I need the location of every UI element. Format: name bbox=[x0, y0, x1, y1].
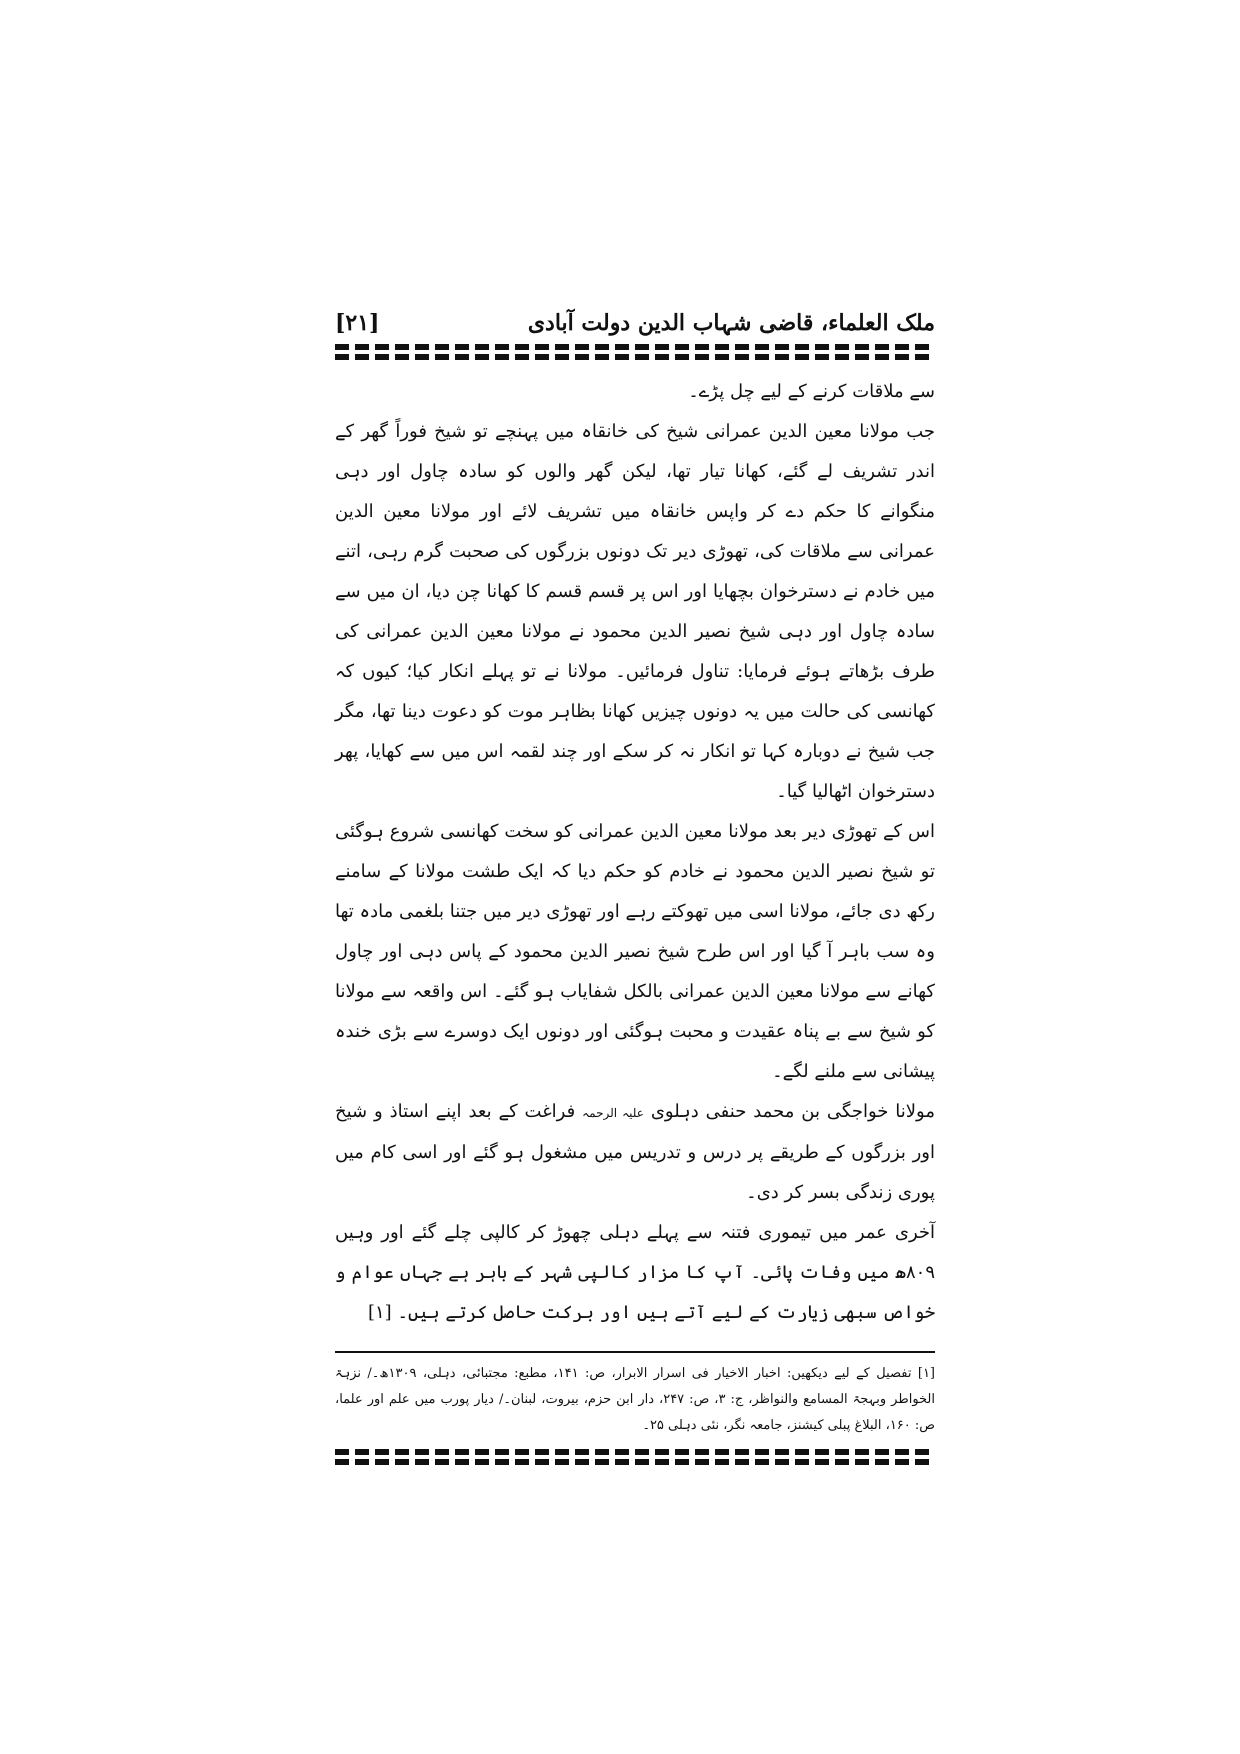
page-number: [۲۱] bbox=[335, 310, 380, 336]
running-header bbox=[335, 300, 935, 336]
paragraph-1: سے ملاقات کرنے کے لیے چل پڑے۔ bbox=[688, 381, 935, 402]
paragraph-5-text: آخری عمر میں تیموری فتنہ سے پہلے دہلی چھوڑ کر کالپی چلے گئے اور وہیں ۸۰۹ھ میں وفات پائی۔ آپ کا مزار کالپی شہر کے باہر ہے جہاں عوام و خواص سبھی زیارت کے لیے آتے ہیں اور برکت حاصل کرتے ہیں۔ bbox=[335, 1222, 935, 1323]
paragraph-4 bbox=[335, 1092, 935, 1213]
page-content bbox=[335, 300, 935, 1455]
footnote: [۱] تفصیل کے لیے دیکھیں: اخبار الاخیار فی اسرار الابرار، ص: ۱۴۱، مطبع: مجتبائی، دہلی، ۱۳۰۹ھ۔/ نزہۃ الخواطر وبہجۃ المسامع والنواظر، ج: ۳، ص: ۲۴۷، دار ابن حزم، بیروت، لبنان۔/ دیار پورب میں علم اور علما، ص: ۱۶۰، البلاغ پبلی کیشنز، جامعہ نگر، نئی دہلی ۲۵۔ bbox=[335, 1366, 935, 1433]
header-divider bbox=[335, 344, 935, 350]
honorific: علیہ الرحمہ bbox=[582, 1106, 644, 1120]
footer-divider bbox=[335, 1449, 935, 1455]
paragraph-3: اس کے تھوڑی دیر بعد مولانا معین الدین عمرانی کو سخت کھانسی شروع ہوگئی تو شیخ نصیر الدین محمود نے خادم کو حکم دیا کہ ایک طشت مولانا کے سامنے رکھ دی جائے، مولانا اسی میں تھوکتے رہے اور تھوڑی دیر میں جتنا بلغمی مادہ تھا وہ سب باہر آ گیا اور اس طرح شیخ نصیر الدین محمود کے پاس دہی اور چاول کھانے سے مولانا معین الدین عمرانی بالکل شفایاب ہو گئے۔ اس واقعہ سے مولانا کو شیخ سے بے پناہ عقیدت و محبت ہوگئی اور دونوں ایک دوسرے سے بڑی خندہ پیشانی سے ملنے لگے۔ bbox=[335, 821, 935, 1082]
footnote-divider bbox=[335, 1351, 935, 1353]
footnote-reference: [۱] bbox=[367, 1302, 392, 1323]
header-title: ملک العلماء، قاضی شہاب الدین دولت آبادی bbox=[527, 310, 935, 336]
paragraph-5 bbox=[335, 1213, 935, 1333]
paragraph-4-end: فراغت کے بعد اپنے استاذ و شیخ اور بزرگوں کے طریقے پر درس و تدریس میں مشغول ہو گئے اور اسی کام میں پوری زندگی بسر کر دی۔ bbox=[335, 1101, 935, 1203]
body-text bbox=[335, 372, 935, 1333]
paragraph-2: جب مولانا معین الدین عمرانی شیخ کی خانقاہ میں پہنچے تو شیخ فوراً گھر کے اندر تشریف لے گئے، کھانا تیار تھا، لیکن گھر والوں کو سادہ چاول اور دہی منگوانے کا حکم دے کر واپس خانقاہ میں تشریف لائے اور مولانا معین الدین عمرانی سے ملاقات کی، تھوڑی دیر تک دونوں بزرگوں کی صحبت گرم رہی، اتنے میں خادم نے دسترخوان بچھایا اور اس پر قسم قسم کا کھانا چن دیا، ان میں سے سادہ چاول اور دہی شیخ نصیر الدین محمود نے مولانا معین الدین عمرانی کی طرف بڑھاتے ہوئے فرمایا: تناول فرمائیں۔ مولانا نے تو پہلے انکار کیا؛ کیوں کہ کھانسی کی حالت میں یہ دونوں چیزیں کھانا بظاہر موت کو دعوت دینا تھا، مگر جب شیخ نے دوبارہ کہا تو انکار نہ کر سکے اور چند لقمہ اس میں سے کھایا، پھر دسترخوان اٹھالیا گیا۔ bbox=[335, 421, 935, 802]
paragraph-4-start: مولانا خواجگی بن محمد حنفی دہلوی bbox=[650, 1101, 935, 1122]
